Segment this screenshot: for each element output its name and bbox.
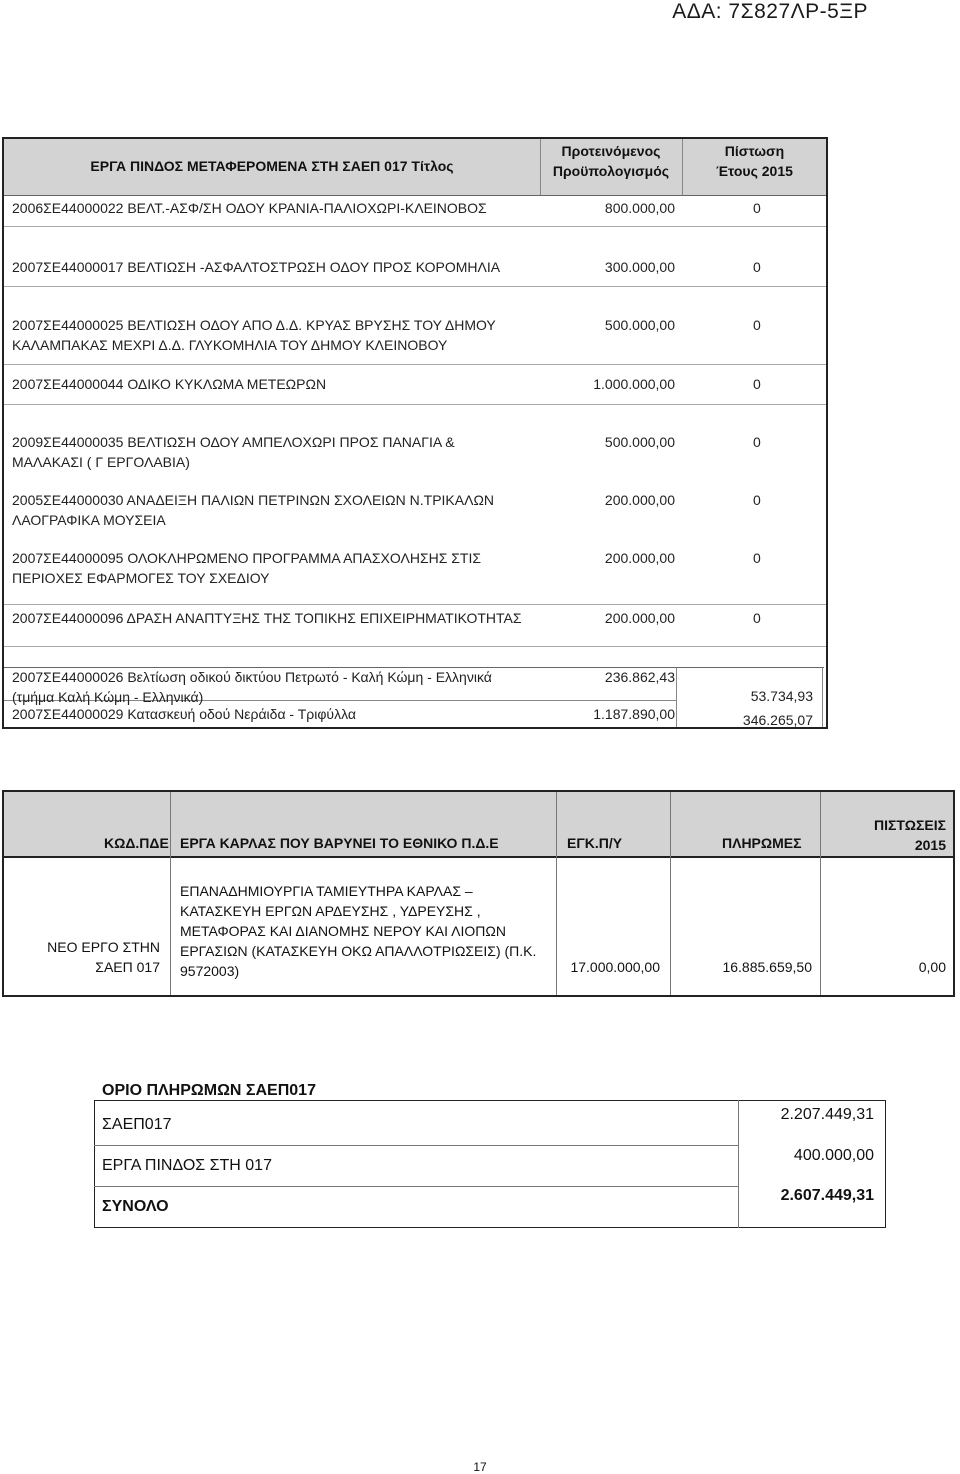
row-credit: 53.734,93 bbox=[750, 688, 813, 704]
row-desc: ΜΑΛΑΚΑΣΙ ( Γ ΕΡΓΟΛΑΒΙΑ) bbox=[12, 454, 190, 470]
row-divider bbox=[4, 364, 826, 365]
table-row bbox=[12, 608, 572, 628]
row-desc: ΚΑΛΑΜΠΑΚΑΣ ΜΕΧΡΙ Δ.Δ. ΓΛΥΚΟΜΗΛΙΑ ΤΟΥ ΔΗΜΟΥ ΚΛΕΙΝΟΒΟΥ bbox=[12, 337, 448, 353]
row-credit: 0 bbox=[753, 492, 761, 508]
limit-row-label: ΣΥΝΟΛΟ bbox=[102, 1198, 169, 1215]
col-credit-line1: Πίστωση bbox=[724, 143, 785, 159]
limit-row-value: 2.607.449,31 bbox=[780, 1187, 874, 1204]
row-desc: 2007ΣΕ44000096 ΔΡΑΣΗ ΑΝΑΠΤΥΞΗΣ ΤΗΣ ΤΟΠΙΚΗΣ ΕΠΙΧΕΙΡΗΜΑΤΙΚΟΤΗΤΑΣ bbox=[12, 610, 522, 626]
table2-divider bbox=[556, 792, 557, 995]
title-line: 9572003) bbox=[180, 963, 240, 979]
table3-divider bbox=[94, 1186, 738, 1187]
row-divider bbox=[4, 404, 826, 405]
row-divider bbox=[4, 646, 826, 647]
row-credit: 0 bbox=[753, 259, 761, 275]
row-budget: 236.862,43 bbox=[604, 669, 675, 685]
row-credit: 0 bbox=[753, 434, 761, 450]
karla-payments: 16.885.659,50 bbox=[722, 959, 812, 975]
row-budget: 500.000,00 bbox=[604, 317, 675, 333]
title-line: ΕΠΑΝΑΔΗΜΙΟΥΡΓΙΑ ΤΑΜΙΕΥΤΗΡΑ ΚΑΡΛΑΣ – bbox=[180, 883, 473, 899]
title-line: ΜΕΤΑΦΟΡΑΣ ΚΑΙ ΔΙΑΝΟΜΗΣ ΝΕΡΟΥ ΚΑΙ ΛΙΟΠΩΝ bbox=[180, 923, 506, 939]
row-divider bbox=[4, 286, 826, 287]
karla-title bbox=[180, 881, 552, 981]
title-line: ΚΑΤΑΣΚΕΥΗ ΕΡΓΩΝ ΑΡΔΕΥΣΗΣ , ΥΔΡΕΥΣΗΣ , bbox=[180, 903, 481, 919]
ada-code: ΑΔΑ: 7Σ827ΛΡ-5ΞΡ bbox=[672, 0, 868, 23]
table-row bbox=[12, 315, 527, 355]
karla-code bbox=[10, 937, 160, 977]
col-egk: ΕΓΚ.Π/Υ bbox=[567, 835, 623, 851]
extra-divider bbox=[676, 667, 677, 727]
col-payments: ΠΛΗΡΩΜΕΣ bbox=[722, 835, 802, 851]
row-desc: 2007ΣΕ44000029 Κατασκευή οδού Νεράιδα - Τριφύλλα bbox=[12, 706, 356, 722]
col-budget-line1: Προτεινόμενος bbox=[561, 143, 661, 159]
row-desc: ΛΑΟΓΡΑΦΙΚΑ ΜΟΥΣΕΙΑ bbox=[12, 512, 166, 528]
row-desc: 2006ΣΕ44000022 ΒΕΛΤ.-ΑΣΦ/ΣΗ ΟΔΟΥ ΚΡΑΝΙΑ-ΠΑΛΙΟΧΩΡΙ-ΚΛΕΙΝΟΒΟΣ bbox=[12, 200, 487, 216]
table2-divider bbox=[170, 792, 171, 995]
row-credit: 0 bbox=[753, 200, 761, 216]
karla-credits: 0,00 bbox=[918, 959, 946, 975]
row-desc: 2007ΣΕ44000095 ΟΛΟΚΛΗΡΩΜΕΝΟ ΠΡΟΓΡΑΜΜΑ ΑΠΑΣΧΟΛΗΣΗΣ ΣΤΙΣ bbox=[12, 550, 482, 566]
table-row bbox=[12, 374, 527, 394]
code-line: ΣΑΕΠ 017 bbox=[95, 959, 160, 975]
row-budget: 300.000,00 bbox=[604, 259, 675, 275]
row-budget: 200.000,00 bbox=[604, 492, 675, 508]
table-row bbox=[12, 548, 527, 588]
table-row bbox=[12, 432, 527, 472]
row-budget: 200.000,00 bbox=[604, 550, 675, 566]
row-desc: 2007ΣΕ44000044 ΟΔΙΚΟ ΚΥΚΛΩΜΑ ΜΕΤΕΩΡΩΝ bbox=[12, 376, 327, 392]
col-karla-title: ΕΡΓΑ ΚΑΡΛΑΣ ΠΟΥ ΒΑΡΥΝΕΙ ΤΟ ΕΘΝΙΚΟ Π.Δ.Ε bbox=[180, 835, 499, 851]
extra-divider bbox=[822, 667, 823, 727]
row-budget: 500.000,00 bbox=[604, 434, 675, 450]
col-credit-line2: Έτους 2015 bbox=[716, 163, 793, 179]
page-number: 17 bbox=[473, 1460, 487, 1474]
table1-col-budget bbox=[541, 141, 681, 181]
limit-row-label: ΕΡΓΑ ΠΙΝΔΟΣ ΣΤΗ 017 bbox=[102, 1157, 272, 1174]
row-budget: 1.000.000,00 bbox=[593, 376, 675, 392]
table2-divider bbox=[670, 792, 671, 995]
row-desc: 2007ΣΕ44000026 Βελτίωση οδικού δικτύου Πετρωτό - Καλή Κώμη - Ελληνικά bbox=[12, 669, 492, 685]
row-credit: 346.265,07 bbox=[742, 712, 813, 728]
table1-col-credit bbox=[683, 141, 826, 181]
row-credit: 0 bbox=[753, 376, 761, 392]
row-divider bbox=[4, 604, 826, 605]
limit-row-value: 2.207.449,31 bbox=[780, 1106, 874, 1123]
table1-col-title: ΕΡΓΑ ΠΙΝΔΟΣ ΜΕΤΑΦΕΡΟΜΕΝΑ ΣΤΗ ΣΑΕΠ 017 Τίτλος bbox=[90, 158, 454, 174]
table-row bbox=[12, 667, 652, 707]
payment-limit-heading: ΟΡΙΟ ΠΛΗΡΩΜΩΝ ΣΑΕΠ017 bbox=[102, 1082, 316, 1099]
limit-row-value: 400.000,00 bbox=[793, 1147, 874, 1164]
row-credit: 0 bbox=[753, 317, 761, 333]
col-code: ΚΩΔ.ΠΔΕ bbox=[104, 835, 169, 851]
limit-row-label: ΣΑΕΠ017 bbox=[102, 1116, 172, 1133]
row-credit: 0 bbox=[753, 550, 761, 566]
row-budget: 200.000,00 bbox=[604, 610, 675, 626]
table3-divider bbox=[94, 1145, 738, 1146]
row-desc: 2005ΣΕ44000030 ΑΝΑΔΕΙΞΗ ΠΑΛΙΩΝ ΠΕΤΡΙΝΩΝ ΣΧΟΛΕΙΩΝ Ν.ΤΡΙΚΑΛΩΝ bbox=[12, 492, 495, 508]
col-credits bbox=[822, 815, 946, 855]
row-desc: 2007ΣΕ44000025 ΒΕΛΤΙΩΣΗ ΟΔΟΥ ΑΠΟ Δ.Δ. ΚΡΥΑΣ ΒΡΥΣΗΣ ΤΟΥ ΔΗΜΟΥ bbox=[12, 317, 496, 333]
table-row bbox=[12, 490, 527, 530]
row-desc: 2009ΣΕ44000035 ΒΕΛΤΙΩΣΗ ΟΔΟΥ ΑΜΠΕΛΟΧΩΡΙ ΠΡΟΣ ΠΑΝΑΓΙΑ & bbox=[12, 434, 455, 450]
row-desc: (τμήμα Καλή Κώμη - Ελληνικά) bbox=[12, 689, 204, 705]
table3-divider bbox=[738, 1100, 739, 1228]
row-desc: ΠΕΡΙΟΧΕΣ ΕΦΑΡΜΟΓΕΣ ΤΟΥ ΣΧΕΔΙΟΥ bbox=[12, 570, 270, 586]
row-divider bbox=[4, 226, 826, 227]
col-credits-line1: ΠΙΣΤΩΣΕΙΣ bbox=[874, 817, 946, 833]
table2-divider bbox=[820, 792, 821, 995]
karla-egk: 17.000.000,00 bbox=[570, 959, 660, 975]
row-budget: 1.187.890,00 bbox=[593, 706, 675, 722]
code-line: ΝΕΟ ΕΡΓΟ ΣΤΗΝ bbox=[47, 939, 160, 955]
col-credits-line2: 2015 bbox=[914, 837, 946, 853]
title-line: ΕΡΓΑΣΙΩΝ (ΚΑΤΑΣΚΕΥΗ ΟΚΩ ΑΠΑΛΛΟΤΡΙΩΣΕΙΣ) (Π.Κ. bbox=[180, 943, 537, 959]
row-budget: 800.000,00 bbox=[604, 200, 675, 216]
table-row bbox=[12, 704, 552, 724]
table-row bbox=[12, 198, 527, 218]
row-credit: 0 bbox=[753, 610, 761, 626]
row-desc: 2007ΣΕ44000017 ΒΕΛΤΙΩΣΗ -ΑΣΦΑΛΤΟΣΤΡΩΣΗ ΟΔΟΥ ΠΡΟΣ ΚΟΡΟΜΗΛΙΑ bbox=[12, 259, 501, 275]
table-row bbox=[12, 257, 527, 277]
col-budget-line2: Προϋπολογισμός bbox=[552, 163, 670, 179]
